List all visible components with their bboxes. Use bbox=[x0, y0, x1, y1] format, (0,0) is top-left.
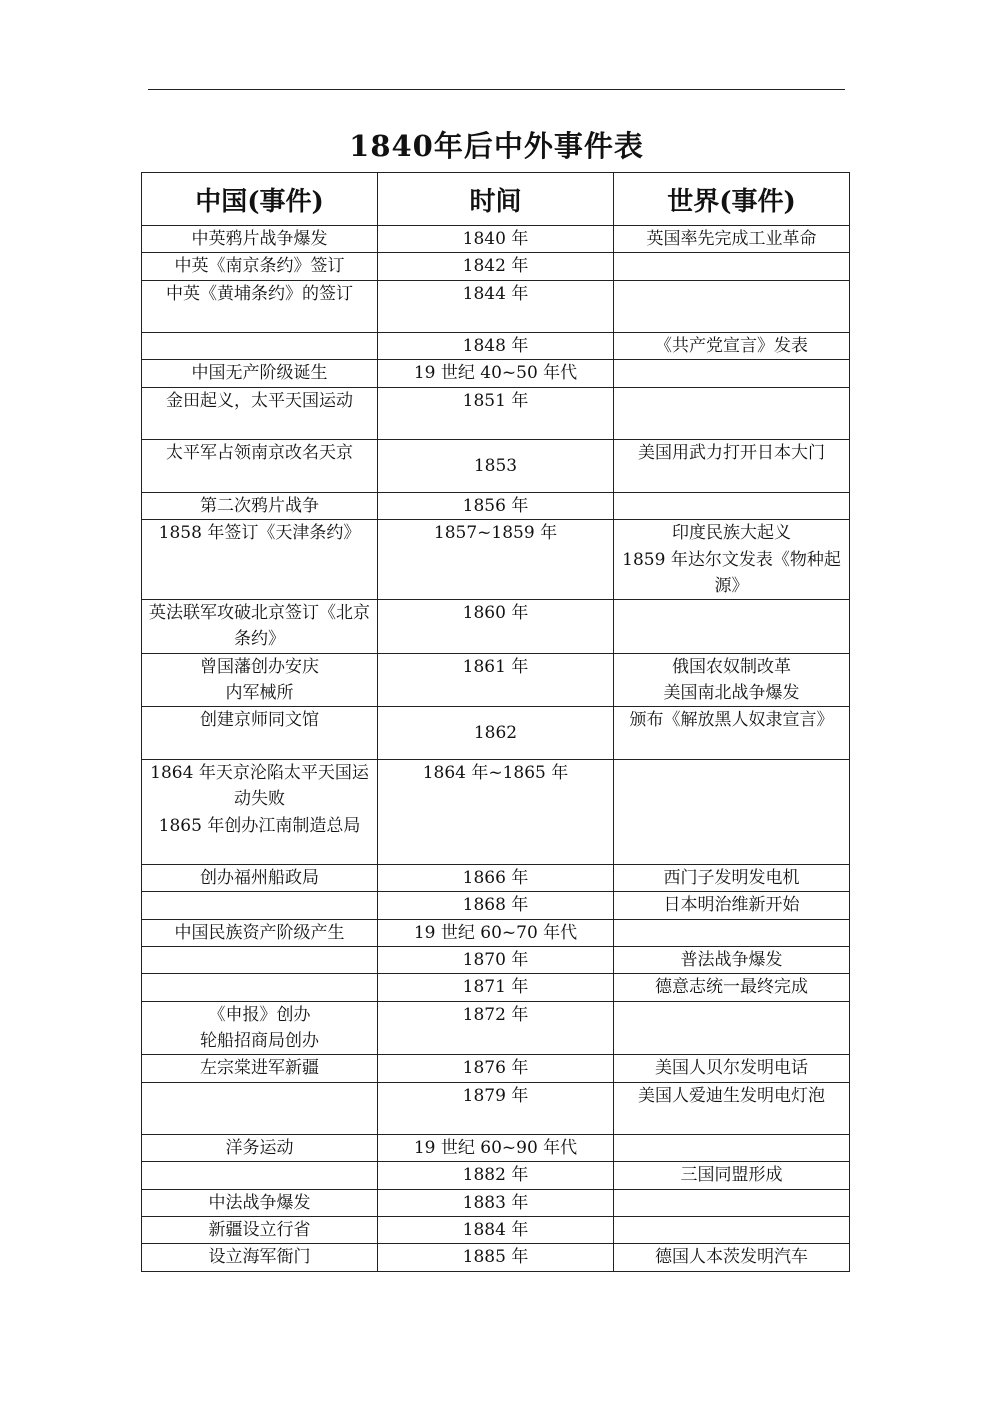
table-row bbox=[142, 387, 850, 440]
table-body bbox=[142, 226, 850, 1272]
table-row bbox=[142, 360, 850, 387]
cell-china: 1858 年签订《天津条约》 bbox=[142, 520, 378, 600]
cell-china: 曾国藩创办安庆 内军械所 bbox=[142, 653, 378, 707]
cell-world bbox=[614, 1135, 850, 1162]
cell-world bbox=[614, 919, 850, 946]
cell-time: 19 世纪 40~50 年代 bbox=[378, 360, 614, 387]
cell-china: 创办福州船政局 bbox=[142, 865, 378, 892]
table-row bbox=[142, 226, 850, 253]
cell-time: 19 世纪 60~70 年代 bbox=[378, 919, 614, 946]
table-row bbox=[142, 759, 850, 864]
cell-world: 印度民族大起义 1859 年达尔文发表《物种起源》 bbox=[614, 520, 850, 600]
table-row bbox=[142, 253, 850, 280]
events-table bbox=[141, 172, 850, 1272]
table-row bbox=[142, 1001, 850, 1055]
cell-world: 英国率先完成工业革命 bbox=[614, 226, 850, 253]
table-row bbox=[142, 520, 850, 600]
cell-china bbox=[142, 1082, 378, 1135]
cell-time: 1857~1859 年 bbox=[378, 520, 614, 600]
cell-time: 1848 年 bbox=[378, 333, 614, 360]
cell-china: 第二次鸦片战争 bbox=[142, 492, 378, 519]
cell-world: 俄国农奴制改革 美国南北战争爆发 bbox=[614, 653, 850, 707]
table-row bbox=[142, 892, 850, 919]
cell-china: 洋务运动 bbox=[142, 1135, 378, 1162]
cell-china: 太平军占领南京改名天京 bbox=[142, 440, 378, 493]
cell-china bbox=[142, 333, 378, 360]
cell-time: 1862 bbox=[378, 707, 614, 760]
cell-china: 中英《南京条约》签订 bbox=[142, 253, 378, 280]
cell-world: 三国同盟形成 bbox=[614, 1162, 850, 1189]
table-row bbox=[142, 1216, 850, 1243]
cell-world: 美国用武力打开日本大门 bbox=[614, 440, 850, 493]
page-title: 1840年后中外事件表 bbox=[349, 129, 644, 163]
table-row bbox=[142, 280, 850, 333]
cell-china: 创建京师同文馆 bbox=[142, 707, 378, 760]
cell-time: 1871 年 bbox=[378, 974, 614, 1001]
cell-time: 1872 年 bbox=[378, 1001, 614, 1055]
table-row bbox=[142, 1055, 850, 1082]
table-row bbox=[142, 440, 850, 493]
cell-time: 1870 年 bbox=[378, 947, 614, 974]
cell-china: 1864 年天京沦陷太平天国运动失败 1865 年创办江南制造总局 bbox=[142, 759, 378, 864]
cell-time: 1884 年 bbox=[378, 1216, 614, 1243]
cell-china: 设立海军衙门 bbox=[142, 1244, 378, 1271]
cell-world: 颁布《解放黑人奴隶宣言》 bbox=[614, 707, 850, 760]
cell-china: 中法战争爆发 bbox=[142, 1189, 378, 1216]
cell-world bbox=[614, 600, 850, 654]
cell-time: 1885 年 bbox=[378, 1244, 614, 1271]
table-row bbox=[142, 600, 850, 654]
cell-time: 1864 年~1865 年 bbox=[378, 759, 614, 864]
cell-time: 1876 年 bbox=[378, 1055, 614, 1082]
table-row bbox=[142, 1162, 850, 1189]
table-row bbox=[142, 1135, 850, 1162]
header-world-events: 世界(事件) bbox=[614, 173, 850, 226]
header-rule bbox=[148, 89, 845, 90]
table-header-row bbox=[142, 173, 850, 226]
cell-world bbox=[614, 387, 850, 440]
cell-time: 1866 年 bbox=[378, 865, 614, 892]
header-china-events: 中国(事件) bbox=[142, 173, 378, 226]
cell-time: 1861 年 bbox=[378, 653, 614, 707]
table-row bbox=[142, 333, 850, 360]
cell-china bbox=[142, 947, 378, 974]
cell-world bbox=[614, 253, 850, 280]
cell-time: 1851 年 bbox=[378, 387, 614, 440]
cell-china: 英法联军攻破北京签订《北京条约》 bbox=[142, 600, 378, 654]
cell-china: 中英鸦片战争爆发 bbox=[142, 226, 378, 253]
cell-world bbox=[614, 492, 850, 519]
cell-world bbox=[614, 280, 850, 333]
cell-world bbox=[614, 1189, 850, 1216]
cell-time: 1860 年 bbox=[378, 600, 614, 654]
cell-china: 金田起义，太平天国运动 bbox=[142, 387, 378, 440]
cell-time: 1842 年 bbox=[378, 253, 614, 280]
cell-china bbox=[142, 974, 378, 1001]
cell-china: 左宗棠进军新疆 bbox=[142, 1055, 378, 1082]
table-row bbox=[142, 974, 850, 1001]
cell-time: 1868 年 bbox=[378, 892, 614, 919]
table-row bbox=[142, 1189, 850, 1216]
cell-world bbox=[614, 360, 850, 387]
cell-china bbox=[142, 892, 378, 919]
cell-time: 1882 年 bbox=[378, 1162, 614, 1189]
cell-world: 德意志统一最终完成 bbox=[614, 974, 850, 1001]
table-row bbox=[142, 865, 850, 892]
cell-china: 中英《黄埔条约》的签订 bbox=[142, 280, 378, 333]
cell-time: 1853 bbox=[378, 440, 614, 493]
cell-world: 德国人本茨发明汽车 bbox=[614, 1244, 850, 1271]
cell-world: 普法战争爆发 bbox=[614, 947, 850, 974]
cell-china: 新疆设立行省 bbox=[142, 1216, 378, 1243]
cell-world bbox=[614, 1001, 850, 1055]
cell-world: 美国人贝尔发明电话 bbox=[614, 1055, 850, 1082]
cell-china: 中国民族资产阶级产生 bbox=[142, 919, 378, 946]
table-row bbox=[142, 492, 850, 519]
table-row bbox=[142, 707, 850, 760]
cell-time: 1844 年 bbox=[378, 280, 614, 333]
cell-time: 1879 年 bbox=[378, 1082, 614, 1135]
cell-world: 美国人爱迪生发明电灯泡 bbox=[614, 1082, 850, 1135]
cell-world bbox=[614, 1216, 850, 1243]
cell-china: 《申报》创办 轮船招商局创办 bbox=[142, 1001, 378, 1055]
cell-time: 1883 年 bbox=[378, 1189, 614, 1216]
cell-world bbox=[614, 759, 850, 864]
cell-world: 西门子发明发电机 bbox=[614, 865, 850, 892]
cell-china bbox=[142, 1162, 378, 1189]
table-row bbox=[142, 919, 850, 946]
cell-china: 中国无产阶级诞生 bbox=[142, 360, 378, 387]
table-row bbox=[142, 1244, 850, 1271]
table-row bbox=[142, 1082, 850, 1135]
cell-time: 1840 年 bbox=[378, 226, 614, 253]
cell-time: 1856 年 bbox=[378, 492, 614, 519]
table-row bbox=[142, 947, 850, 974]
table-row bbox=[142, 653, 850, 707]
cell-world: 日本明治维新开始 bbox=[614, 892, 850, 919]
header-time: 时间 bbox=[378, 173, 614, 226]
cell-world: 《共产党宣言》发表 bbox=[614, 333, 850, 360]
cell-time: 19 世纪 60~90 年代 bbox=[378, 1135, 614, 1162]
